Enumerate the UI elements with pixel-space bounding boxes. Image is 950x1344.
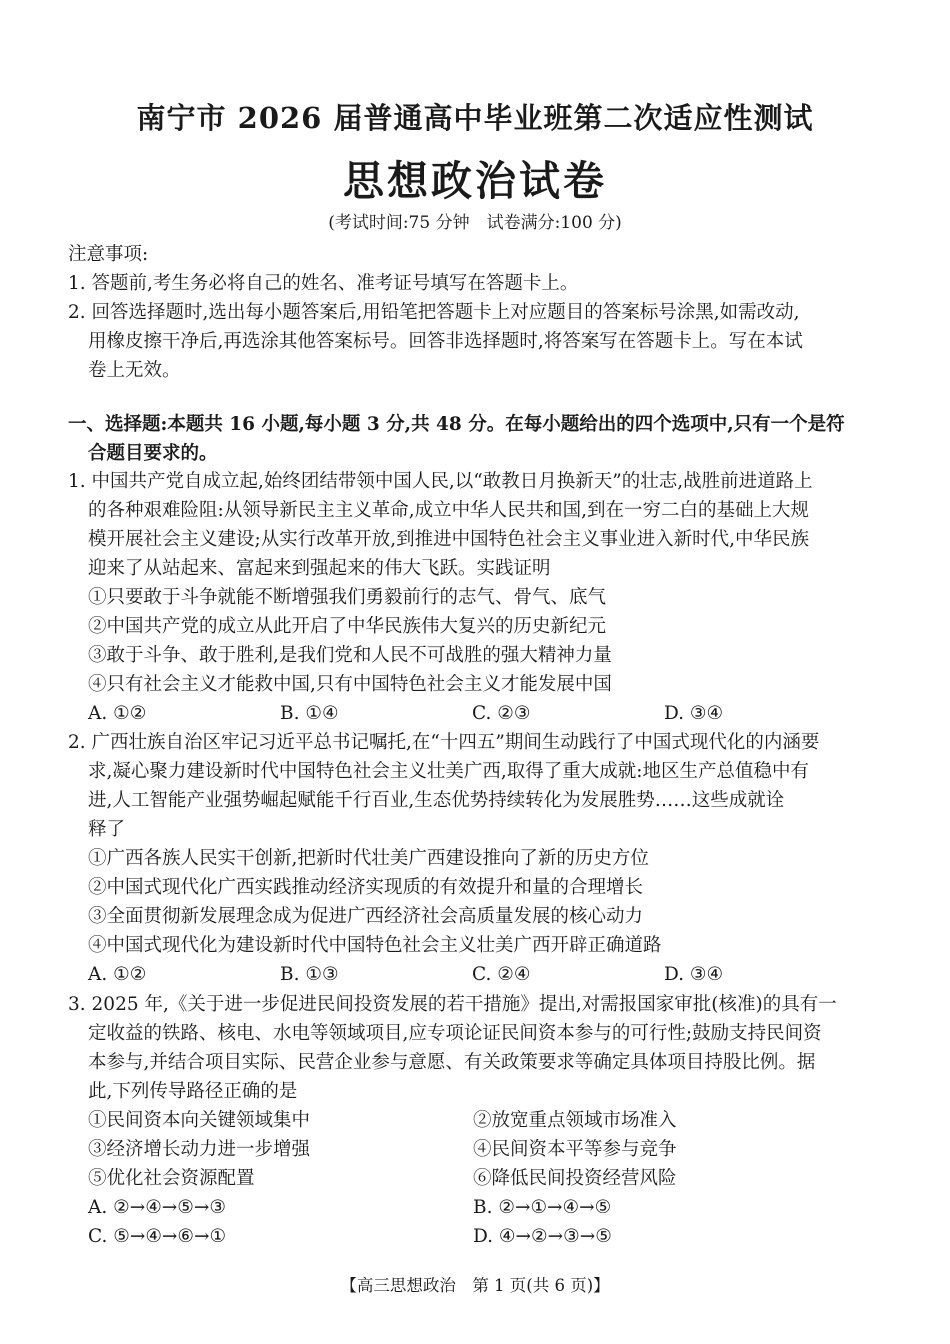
notice-item-2-line-2: 用橡皮擦干净后,再选涂其他答案标号。回答非选择题时,将答案写在答题卡上。写在本试 xyxy=(88,331,803,352)
q2-stem-line-3: 进,人工智能产业强势崛起赋能千行百业,生态优势持续转化为发展胜势……这些成就诠 xyxy=(88,790,785,811)
q3-statement-4: ④民间资本平等参与竞争 xyxy=(473,1139,677,1160)
q1-option-b: B. ①④ xyxy=(280,703,339,724)
q3-stem-line-3: 本参与,并结合项目实际、民营企业参与意愿、有关政策要求等确定具体项目持股比例。据 xyxy=(88,1052,816,1073)
section-1-line-1: 一、选择题:本题共 16 小题,每小题 3 分,共 48 分。在每小题给出的四个选项中,只有一个是符 xyxy=(68,414,845,435)
q1-stem-line-4: 迎来了从站起来、富起来到强起来的伟大飞跃。实践证明 xyxy=(88,558,551,579)
question-2 xyxy=(68,728,858,989)
q1-option-a: A. ①② xyxy=(88,703,147,724)
q1-option-d: D. ③④ xyxy=(664,703,724,724)
notice-item-2-line-1: 2. 回答选择题时,选出每小题答案后,用铅笔把答题卡上对应题目的答案标号涂黑,如需改动, xyxy=(68,302,800,323)
q3-statement-2: ②放宽重点领域市场准入 xyxy=(473,1110,677,1131)
q1-stem-line-1: 1. 中国共产党自成立起,始终团结带领中国人民,以“敢教日月换新天”的壮志,战胜前进道路上 xyxy=(68,471,813,492)
notice-heading: 注意事项: xyxy=(68,244,149,265)
notice-block xyxy=(68,240,858,385)
q2-option-a: A. ①② xyxy=(88,964,147,985)
q1-statement-1: ①只要敢于斗争就能不断增强我们勇毅前行的志气、骨气、底气 xyxy=(88,587,607,608)
q2-statement-3: ③全面贯彻新发展理念成为促进广西经济社会高质量发展的核心动力 xyxy=(88,906,644,927)
page-footer: 【高三思想政治 第 1 页(共 6 页)】 xyxy=(340,1276,610,1295)
q2-statement-4: ④中国式现代化为建设新时代中国特色社会主义壮美广西开辟正确道路 xyxy=(88,935,662,956)
q2-option-b: B. ①③ xyxy=(280,964,339,985)
section-1-line-2: 合题目要求的。 xyxy=(88,443,218,464)
exam-title: 南宁市 2026 届普通高中毕业班第二次适应性测试 xyxy=(136,101,814,135)
q3-options-row-2 xyxy=(68,1222,858,1251)
question-1 xyxy=(68,467,858,728)
q3-statements-row-1 xyxy=(68,1106,858,1135)
q3-stem-line-2: 定收益的铁路、核电、水电等领域项目,应专项论证民间资本参与的可行性;鼓励支持民间资 xyxy=(88,1023,822,1044)
notice-item-2-line-3: 卷上无效。 xyxy=(88,360,181,381)
q3-option-d: D. ④→②→③→⑤ xyxy=(473,1226,612,1247)
q1-options xyxy=(68,699,858,728)
q3-options-row-1 xyxy=(68,1193,858,1222)
q2-statement-2: ②中国式现代化广西实践推动经济实现质的有效提升和量的合理增长 xyxy=(88,877,644,898)
q1-option-c: C. ②③ xyxy=(472,703,531,724)
notice-item-1: 1. 答题前,考生务必将自己的姓名、准考证号填写在答题卡上。 xyxy=(68,273,579,294)
q3-statement-5: ⑤优化社会资源配置 xyxy=(88,1168,255,1189)
q3-statements-row-3 xyxy=(68,1164,858,1193)
q3-stem-line-4: 此,下列传导路径正确的是 xyxy=(88,1081,298,1102)
exam-info: (考试时间:75 分钟 试卷满分:100 分) xyxy=(328,213,622,233)
q2-stem-line-1: 2. 广西壮族自治区牢记习近平总书记嘱托,在“十四五”期间生动践行了中国式现代化的内涵要 xyxy=(68,732,820,753)
q2-stem-line-2: 求,凝心聚力建设新时代中国特色社会主义壮美广西,取得了重大成就:地区生产总值稳中有 xyxy=(88,761,809,782)
q3-option-b: B. ②→①→④→⑤ xyxy=(473,1197,612,1218)
q3-option-c: C. ⑤→④→⑥→① xyxy=(88,1226,227,1247)
q2-options xyxy=(68,960,858,989)
question-3 xyxy=(68,990,858,1251)
q1-stem-line-2: 的各种艰难险阻:从领导新民主主义革命,成立中华人民共和国,到在一穷二白的基础上大规 xyxy=(88,500,809,521)
q2-option-d: D. ③④ xyxy=(664,964,724,985)
q1-statement-2: ②中国共产党的成立从此开启了中华民族伟大复兴的历史新纪元 xyxy=(88,616,607,637)
q2-stem-line-4: 释了 xyxy=(88,819,126,840)
q2-option-c: C. ②④ xyxy=(472,964,531,985)
q3-statement-1: ①民间资本向关键领域集中 xyxy=(88,1110,311,1131)
q3-statement-3: ③经济增长动力进一步增强 xyxy=(88,1139,311,1160)
q3-option-a: A. ②→④→⑤→③ xyxy=(88,1197,226,1218)
q3-statement-6: ⑥降低民间投资经营风险 xyxy=(473,1168,677,1189)
q1-statement-3: ③敢于斗争、敢于胜利,是我们党和人民不可战胜的强大精神力量 xyxy=(88,645,612,666)
section-1-heading xyxy=(68,410,858,468)
subject-title: 思想政治试卷 xyxy=(343,157,607,205)
q2-statement-1: ①广西各族人民实干创新,把新时代壮美广西建设推向了新的历史方位 xyxy=(88,848,649,869)
q3-stem-line-1: 3. 2025 年,《关于进一步促进民间投资发展的若干措施》提出,对需报国家审批(核准)的具有一 xyxy=(68,994,837,1015)
q3-statements-row-2 xyxy=(68,1135,858,1164)
q1-stem-line-3: 模开展社会主义建设;从实行改革开放,到推进中国特色社会主义事业进入新时代,中华民族 xyxy=(88,529,809,550)
q1-statement-4: ④只有社会主义才能救中国,只有中国特色社会主义才能发展中国 xyxy=(88,674,612,695)
